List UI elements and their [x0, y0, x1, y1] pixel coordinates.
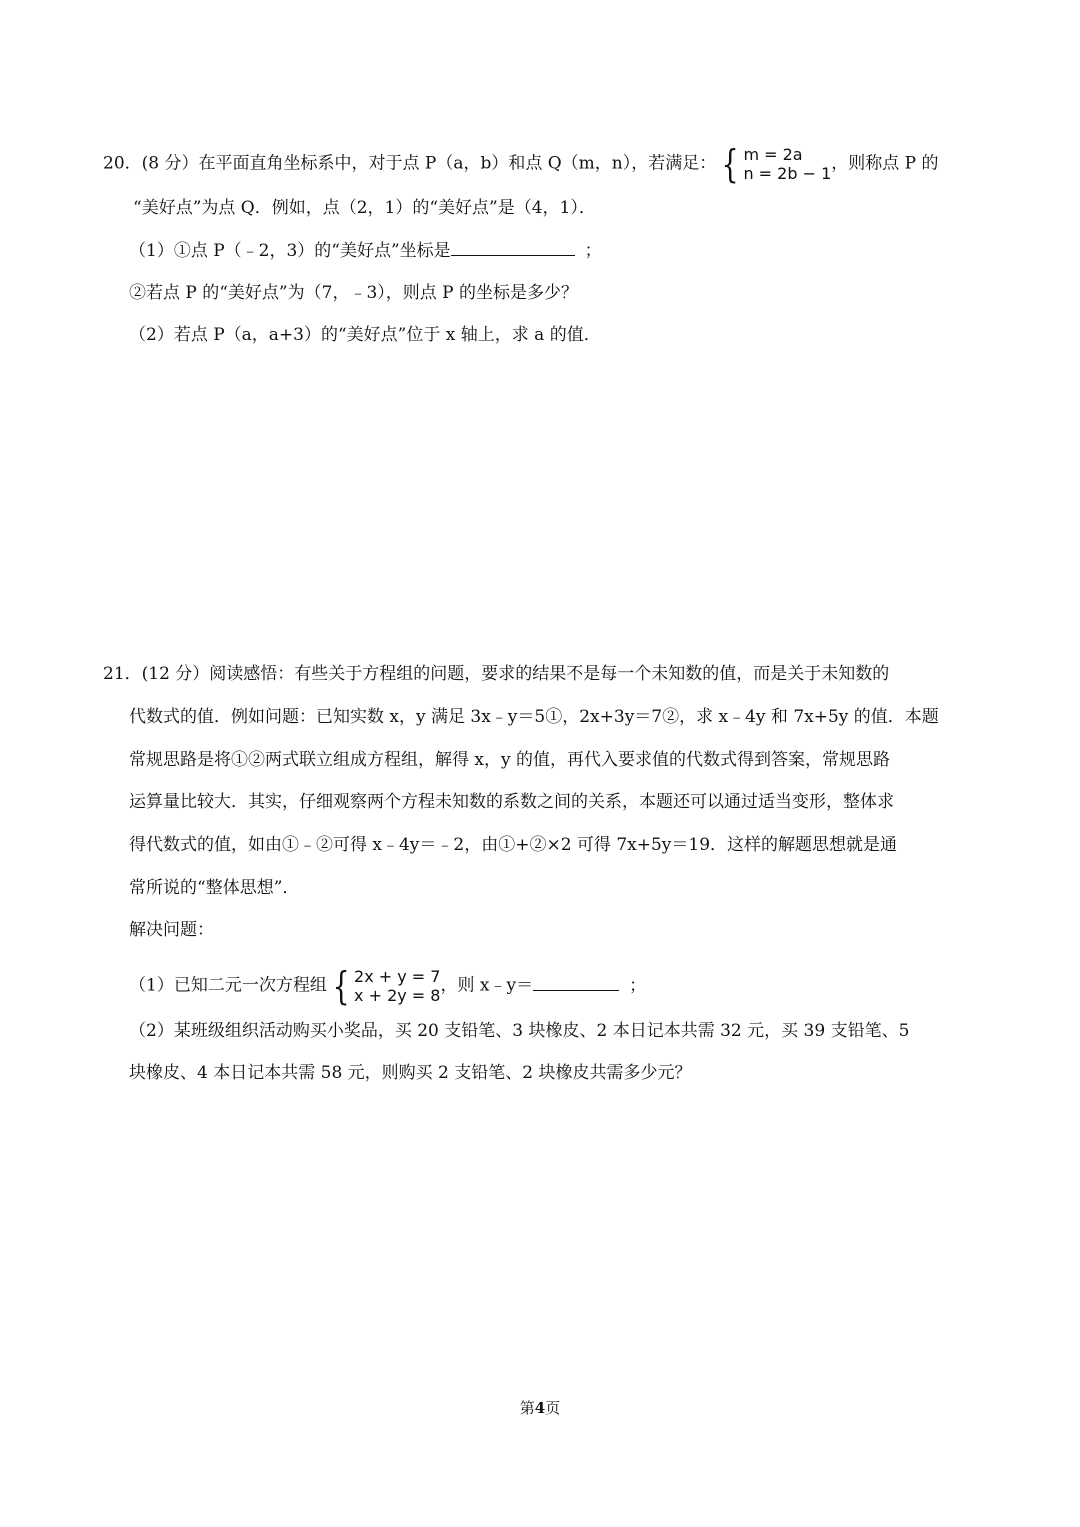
page-number-suffix: 页 — [545, 1399, 561, 1417]
q20-equation-system — [743, 145, 831, 183]
q20-stem-text-end: ，则称点 P 的 — [831, 153, 939, 174]
q20-part1a — [129, 239, 602, 262]
q20-stem-text: 20．(8 分）在平面直角坐标系中，对于点 P（a，b）和点 Q（m，n），若满足： — [103, 153, 717, 174]
q21-line-6: 常所说的“整体思想”． — [129, 878, 300, 898]
page-number-prefix: 第 — [519, 1399, 535, 1417]
q20-line-1 — [103, 142, 939, 186]
page-number: 4 — [534, 1399, 546, 1417]
q21-solve-heading: 解决问题： — [129, 920, 214, 940]
q20-part1a-end: ； — [584, 241, 602, 261]
q20-part2: （2）若点 P（a，a+3）的“美好点”位于 x 轴上，求 a 的值． — [129, 325, 601, 345]
brace-icon: { — [721, 142, 739, 186]
page-footer — [0, 1397, 1080, 1418]
q21-part1-mid: ，则 x﹣y＝ — [440, 975, 534, 996]
q21-part1 — [129, 964, 647, 1008]
q21-part1-end: ； — [629, 975, 647, 996]
q20-part1a-text: （1）①点 P（﹣2，3）的“美好点”坐标是 — [129, 241, 451, 261]
answer-blank — [533, 974, 619, 991]
q21-part2-line-2: 块橡皮、4 本日记本共需 58 元，则购买 2 支铅笔、2 块橡皮共需多少元？ — [129, 1063, 692, 1083]
q21-part1-text: （1）已知二元一次方程组 — [129, 975, 327, 996]
q21-part2-line-1: （2）某班级组织活动购买小奖品，买 20 支铅笔、3 块橡皮、2 本日记本共需 32 元，买 39 支铅笔、5 — [129, 1021, 910, 1041]
q21-line-5: 得代数式的值，如由①﹣②可得 x﹣4y＝﹣2，由①+②×2 可得 7x+5y＝19．这样的解题思想就是通 — [129, 835, 898, 855]
answer-blank — [451, 239, 575, 256]
q20-equation-1: m = 2a — [743, 145, 803, 164]
q21-equation-1: 2x + y = 7 — [354, 967, 441, 986]
brace-icon: { — [332, 964, 350, 1008]
q20-line-2: “美好点”为点 Q．例如，点（2，1）的“美好点”是（4，1）． — [133, 198, 596, 218]
q21-line-2: 代数式的值．例如问题：已知实数 x，y 满足 3x﹣y＝5①，2x+3y＝7②，求 x﹣4y 和 7x+5y 的值．本题 — [129, 707, 939, 727]
q21-line-1: 21．(12 分）阅读感悟：有些关于方程组的问题，要求的结果不是每一个未知数的值，而是关于未知数的 — [103, 664, 890, 684]
q20-equation-2: n = 2b − 1 — [743, 164, 832, 183]
q21-equation-2: x + 2y = 8 — [354, 986, 441, 1005]
q21-line-4: 运算量比较大．其实，仔细观察两个方程未知数的系数之间的关系，本题还可以通过适当变形，整体求 — [129, 792, 894, 812]
q21-equation-system — [354, 967, 440, 1005]
q20-part1b: ②若点 P 的“美好点”为（7，﹣3），则点 P 的坐标是多少？ — [129, 283, 579, 303]
q21-line-3: 常规思路是将①②两式联立组成方程组，解得 x，y 的值，再代入要求值的代数式得到答案，常规思路 — [129, 750, 890, 770]
